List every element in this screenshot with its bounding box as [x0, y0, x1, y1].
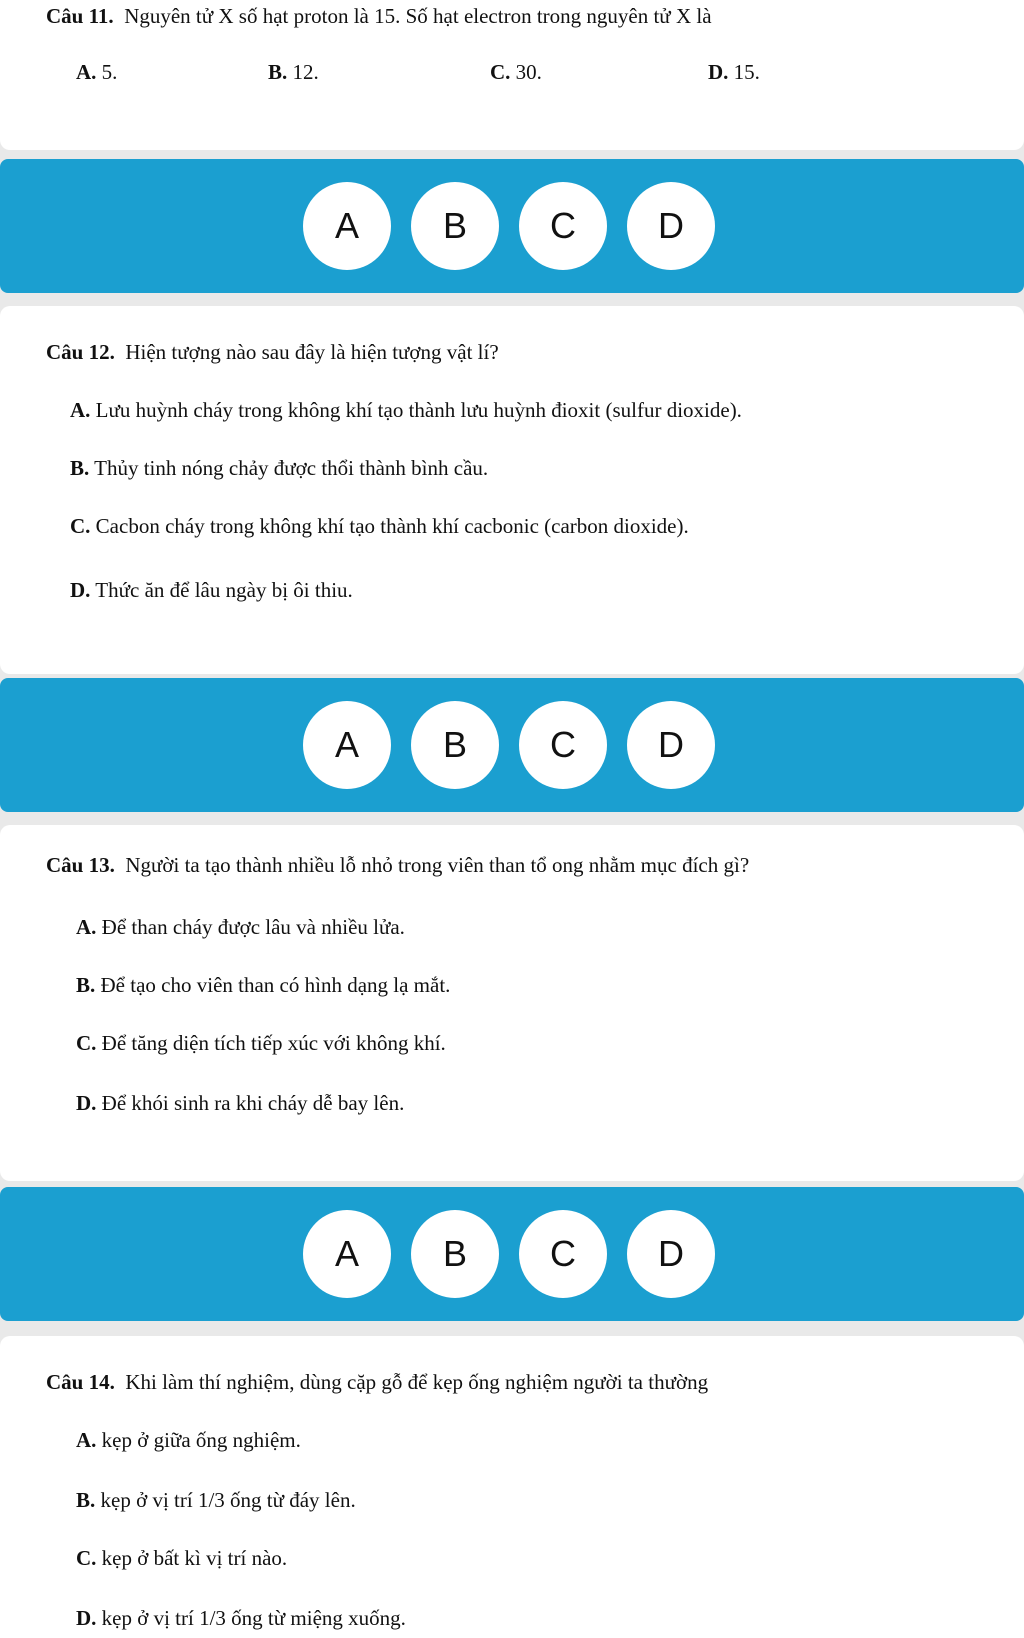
question-label: Câu 11.	[46, 4, 114, 28]
question-card-13	[0, 825, 1024, 1181]
question-card-12	[0, 306, 1024, 674]
question-body: Nguyên tử X số hạt proton là 15. Số hạt electron trong nguyên tử X là	[124, 4, 712, 28]
question-label: Câu 14.	[46, 1370, 115, 1394]
question-body: Người ta tạo thành nhiều lỗ nhỏ trong viên than tổ ong nhằm mục đích gì?	[125, 853, 750, 877]
answer-band	[0, 159, 1024, 293]
question-body: Hiện tượng nào sau đây là hiện tượng vật lí?	[125, 340, 499, 364]
option-b: B. Để tạo cho viên than có hình dạng lạ mắt.	[76, 973, 451, 997]
option-c: C. Để tăng diện tích tiếp xúc với không khí.	[76, 1031, 446, 1055]
option-b: B. Thủy tinh nóng chảy được thổi thành bình cầu.	[70, 456, 489, 480]
answer-button-c[interactable]: C	[519, 182, 607, 270]
question-label: Câu 12.	[46, 340, 115, 364]
answer-button-b[interactable]: B	[411, 182, 499, 270]
option-a: A. Để than cháy được lâu và nhiều lửa.	[76, 915, 405, 939]
question-text	[46, 2, 712, 30]
option-a: A. Lưu huỳnh cháy trong không khí tạo thành lưu huỳnh đioxit (sulfur dioxide).	[70, 398, 742, 422]
answer-button-d[interactable]: D	[627, 1210, 715, 1298]
answer-button-b[interactable]: B	[411, 701, 499, 789]
question-text	[46, 1368, 708, 1396]
option-a: A. 5.	[76, 60, 118, 84]
answer-band	[0, 1187, 1024, 1321]
question-card-11	[0, 0, 1024, 150]
answer-button-c[interactable]: C	[519, 1210, 607, 1298]
option-d: D. Để khói sinh ra khi cháy dễ bay lên.	[76, 1091, 405, 1115]
option-d: D. Thức ăn để lâu ngày bị ôi thiu.	[70, 578, 353, 602]
question-body: Khi làm thí nghiệm, dùng cặp gỗ để kẹp ống nghiệm người ta thường	[125, 1370, 709, 1394]
option-a: A. kẹp ở giữa ống nghiệm.	[76, 1428, 301, 1452]
option-c: C. 30.	[490, 60, 542, 84]
answer-band	[0, 678, 1024, 812]
answer-button-c[interactable]: C	[519, 701, 607, 789]
option-c: C. Cacbon cháy trong không khí tạo thành khí cacbonic (carbon dioxide).	[70, 514, 689, 538]
answer-button-a[interactable]: A	[303, 182, 391, 270]
option-d: D. kẹp ở vị trí 1/3 ống từ miệng xuống.	[76, 1606, 406, 1630]
option-d: D. 15.	[708, 60, 760, 84]
answer-button-a[interactable]: A	[303, 701, 391, 789]
answer-button-a[interactable]: A	[303, 1210, 391, 1298]
answer-button-d[interactable]: D	[627, 182, 715, 270]
option-b: B. kẹp ở vị trí 1/3 ống từ đáy lên.	[76, 1488, 356, 1512]
question-label: Câu 13.	[46, 853, 115, 877]
option-b: B. 12.	[268, 60, 319, 84]
answer-button-d[interactable]: D	[627, 701, 715, 789]
option-c: C. kẹp ở bất kì vị trí nào.	[76, 1546, 288, 1570]
question-text	[46, 851, 749, 879]
answer-button-b[interactable]: B	[411, 1210, 499, 1298]
question-text	[46, 338, 499, 366]
question-card-14	[0, 1336, 1024, 1638]
